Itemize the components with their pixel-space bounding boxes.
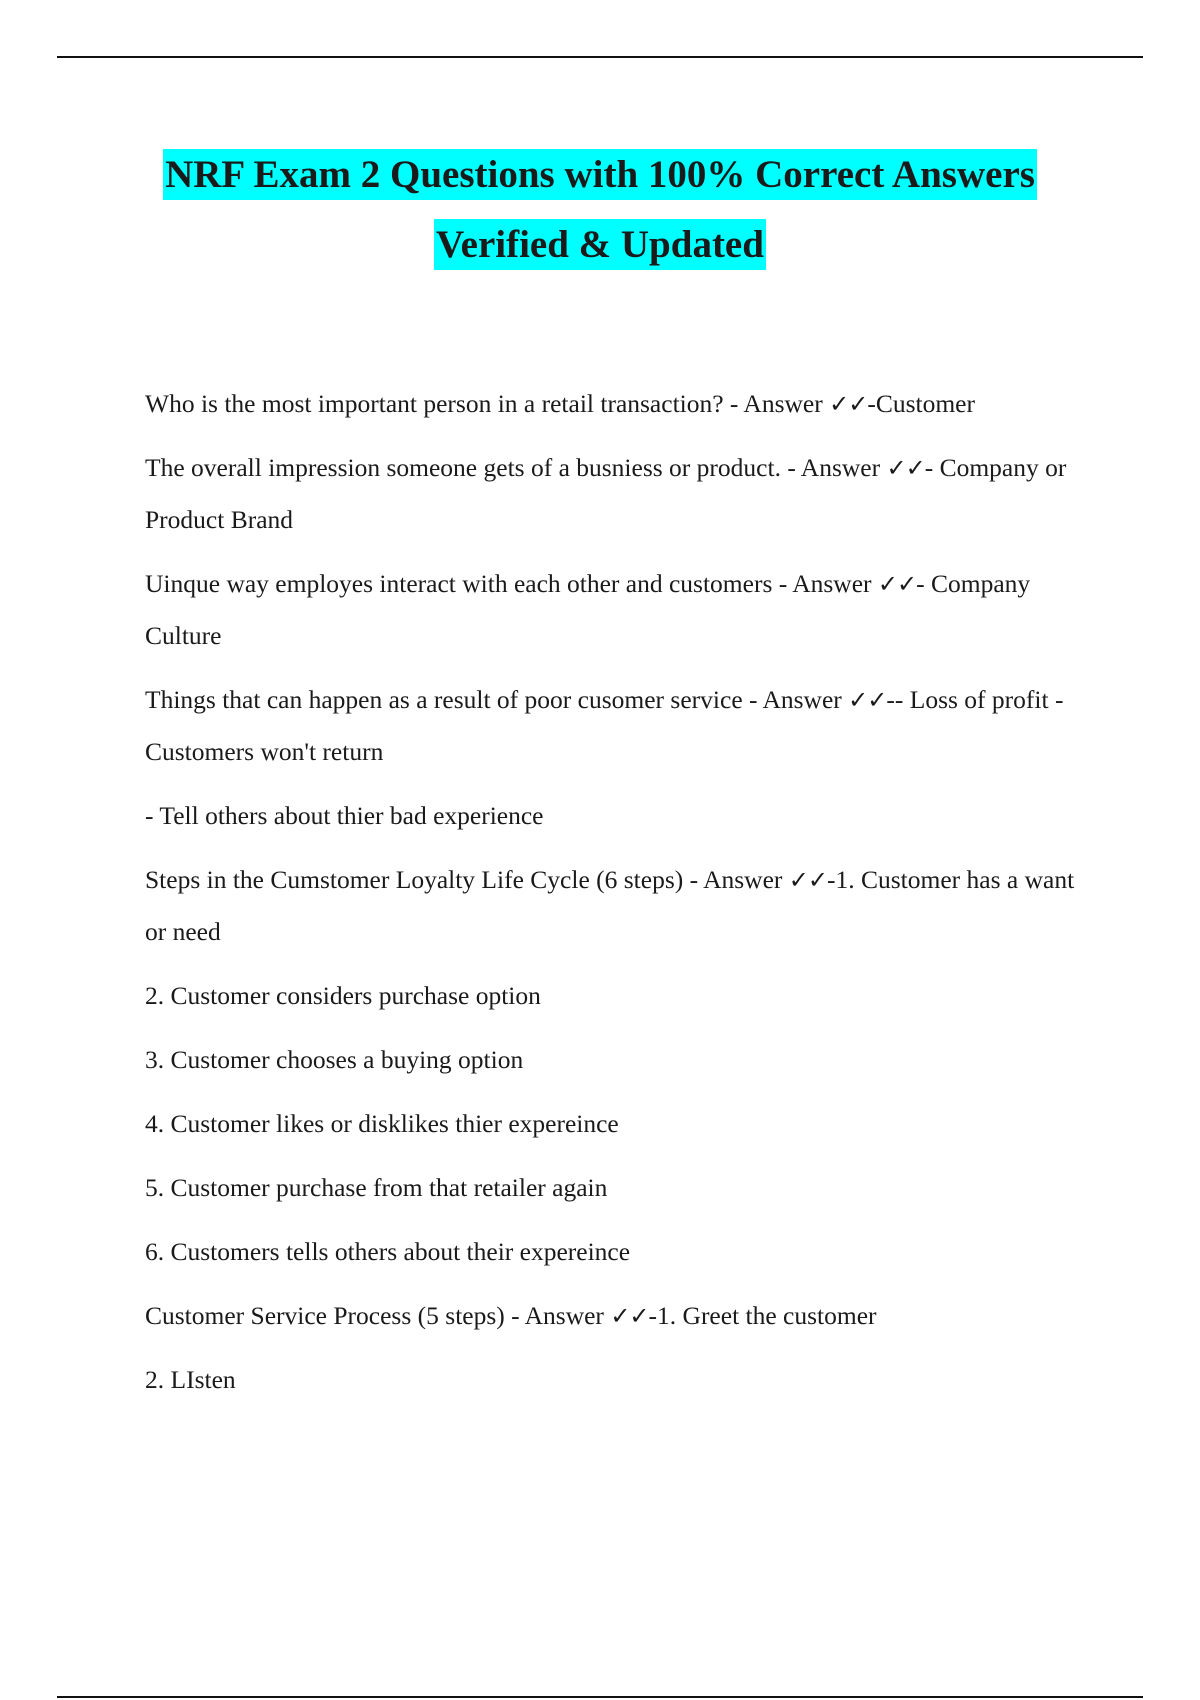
title-text-1: NRF Exam 2 Questions with 100% Correct Answers (163, 149, 1037, 200)
loyalty-step: 4. Customer likes or disklikes thier expereince (145, 1109, 619, 1138)
answer-label: Answer (762, 685, 842, 714)
service-step: 2. LIsten (145, 1365, 236, 1394)
answer-label: Answer (743, 389, 823, 418)
loyalty-step: 2. Customer considers purchase option (145, 981, 541, 1010)
qa-item-service (145, 1290, 1090, 1342)
answer-label: Answer (792, 569, 872, 598)
answer-continuation: - Tell others about thier bad experience (145, 801, 544, 830)
title-line-1 (0, 140, 1200, 210)
question-text: Things that can happen as a result of poor cusomer service - (145, 685, 763, 714)
qa-item (145, 674, 1090, 778)
answer-label: Answer (703, 865, 783, 894)
double-check-icon: ✓✓ (886, 454, 925, 482)
qa-item (145, 558, 1090, 662)
bottom-rule (57, 1696, 1143, 1698)
double-check-icon: ✓✓ (877, 570, 917, 598)
title-line-2 (0, 210, 1200, 280)
question-text: Steps in the Cumstomer Loyalty Life Cycle (6 steps) - (145, 865, 704, 894)
answer-text: -- Loss of profit - Customers won't return (145, 685, 1064, 766)
loyalty-step: 6. Customers tells others about their expereince (145, 1237, 631, 1266)
answer-label: Answer (524, 1301, 604, 1330)
question-text: Who is the most important person in a retail transaction? - (145, 389, 744, 418)
double-check-icon: ✓✓ (610, 1302, 649, 1330)
answer-text: - Company Culture (145, 569, 1031, 650)
answer-text: -Customer (867, 389, 975, 418)
qa-item-loyalty (145, 854, 1090, 958)
loyalty-step: 3. Customer chooses a buying option (145, 1045, 524, 1074)
loyalty-step: 5. Customer purchase from that retailer again (145, 1173, 608, 1202)
document-title (0, 140, 1200, 280)
qa-item (145, 442, 1090, 546)
answer-label: Answer (800, 453, 881, 482)
double-check-icon: ✓✓ (848, 686, 887, 714)
title-text-2: Verified & Updated (434, 219, 766, 270)
question-text: Uinque way employes interact with each other and customers - (145, 569, 793, 598)
top-rule (57, 56, 1143, 58)
answer-text: -1. Customer has a want or need (145, 865, 1075, 946)
double-check-icon: ✓✓ (788, 866, 827, 894)
qa-item (145, 378, 1090, 430)
question-text: The overall impression someone gets of a busniess or product. - (145, 453, 801, 482)
answer-text: - Company or Product Brand (145, 453, 1067, 534)
double-check-icon: ✓✓ (829, 390, 868, 418)
question-text: Customer Service Process (5 steps) - (145, 1301, 525, 1330)
qa-content (145, 378, 1090, 1418)
answer-text: -1. Greet the customer (648, 1301, 877, 1330)
